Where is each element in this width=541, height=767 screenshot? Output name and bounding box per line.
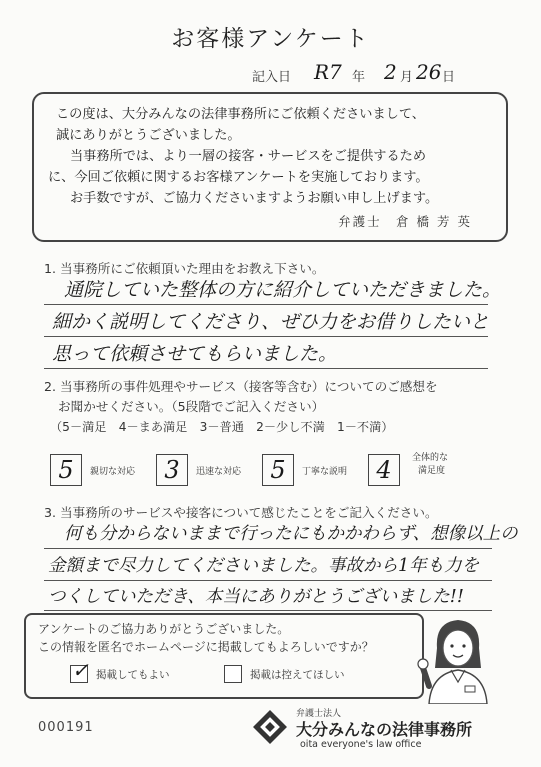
- q1-question: 1. 当事務所にご依頼頂いた理由をお教え下さい。: [44, 261, 325, 276]
- date-row: [252, 62, 512, 84]
- consent-yes-label: 掲載してもよい: [96, 669, 170, 681]
- rating-label-line: 満足度: [418, 466, 446, 476]
- rating-label: 親切な対応: [90, 467, 136, 477]
- rating-label: 迅速な対応: [196, 467, 242, 477]
- consent-line: アンケートのご協力ありがとうございました。: [38, 622, 290, 636]
- intro-box: [32, 92, 508, 242]
- check-mark-icon: ✓: [72, 658, 89, 682]
- q3-answer-line: [44, 584, 492, 611]
- consent-no-checkbox[interactable]: [224, 665, 242, 683]
- rating-box-speed: [156, 454, 188, 486]
- office-english-name: oita everyone's law office: [300, 739, 422, 750]
- office-type: 弁護士法人: [296, 709, 342, 719]
- q1-answer-line: [44, 308, 488, 337]
- serial-number: 000191: [38, 720, 94, 735]
- consent-text: [38, 620, 374, 656]
- q2-question: [44, 377, 438, 417]
- rating-box-explanation: [262, 454, 294, 486]
- intro-text: [48, 104, 496, 209]
- rating-box-kindness: [50, 454, 82, 486]
- rating-value: 4: [376, 456, 392, 484]
- date-month-unit: 月: [400, 70, 414, 85]
- q1-answer-text: 思って依頼させてもらいました。: [52, 343, 338, 365]
- rating-value: 5: [58, 456, 74, 484]
- rating-label: 丁寧な説明: [302, 467, 348, 477]
- consent-yes-checkbox[interactable]: [70, 658, 89, 683]
- date-year-unit: 年: [352, 70, 366, 85]
- q3-answer-text: 金額まで尽力してくださいました。事故から1年も力を: [48, 556, 480, 576]
- rating-label: [412, 452, 448, 478]
- q3-answer-text: つくしていただき、本当にありがとうございました!!: [48, 587, 464, 607]
- q2-question-line: お聞かせください。（5段階でご記入ください）: [58, 399, 325, 414]
- date-era-year: R7: [314, 60, 342, 84]
- date-month: 2: [384, 60, 397, 84]
- page-title: お客様アンケート: [171, 26, 370, 52]
- q3-answer-line: [44, 552, 492, 581]
- q3-question: 3. 当事務所のサービスや接客について感じたことをご記入ください。: [44, 505, 438, 520]
- intro-signature: 弁護士 倉 橋 芳 英: [338, 214, 472, 229]
- consent-box: [24, 613, 424, 699]
- q2-scale: （5－満足 4－まあ満足 3－普通 2－少し不満 1－不満）: [50, 420, 394, 434]
- q3-answer-line: [44, 520, 518, 549]
- consent-line: この情報を匿名でホームページに掲載してもよろしいですか？: [38, 640, 374, 654]
- rating-box-overall: [368, 454, 400, 486]
- date-day: 26: [416, 60, 442, 84]
- consent-no-label: 掲載は控えてほしい: [250, 669, 345, 681]
- intro-line: お手数ですが、ご協力くださいますようお願い申し上げます。: [70, 191, 439, 206]
- q3-answer-text: 何も分からないままで行ったにもかかわらず、想像以上の: [64, 524, 518, 544]
- rating-value: 5: [270, 456, 286, 484]
- date-label: 記入日: [252, 70, 292, 85]
- q2-question-line: 2. 当事務所の事件処理やサービス（接客等含む）についてのご感想を: [44, 379, 438, 394]
- q1-answer-text: 通院していた整体の方に紹介していただきました。: [64, 279, 502, 301]
- q1-answer-text: 細かく説明してくださり、ぜひ力をお借りしたいと: [52, 311, 490, 333]
- rating-value: 3: [164, 456, 180, 484]
- q1-answer-line: [44, 340, 488, 369]
- intro-line: 当事務所では、より一層の接客・サービスをご提供するため: [70, 149, 427, 164]
- office-name: 大分みんなの法律事務所: [296, 720, 473, 739]
- staff-illustration: [415, 612, 501, 704]
- q1-answer-line: [44, 276, 502, 305]
- office-logo-icon: [250, 707, 290, 747]
- rating-label-line: 全体的な: [412, 453, 449, 463]
- intro-line: 誠にありがとうございました。: [56, 128, 241, 143]
- intro-line: に、今回ご依頼に関するお客様アンケートを実施しております。: [48, 170, 429, 185]
- date-day-unit: 日: [442, 70, 456, 85]
- intro-line: この度は、大分みんなの法律事務所にご依頼くださいまして、: [56, 107, 425, 122]
